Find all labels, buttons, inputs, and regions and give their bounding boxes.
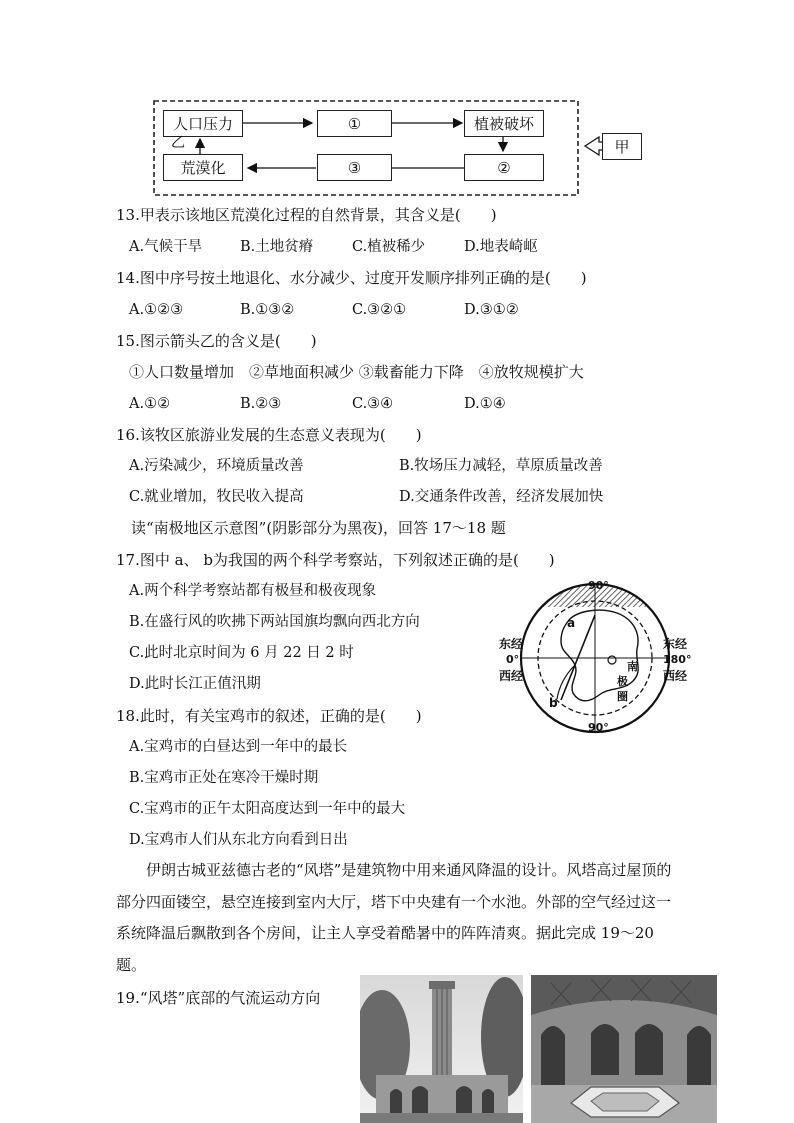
box-step-two: ②	[464, 154, 544, 181]
photo-wind-tower-interior	[531, 975, 717, 1123]
intro-17-18: 读“南极地区示意图”(阴影部分为黑夜)，回答 17～18 题	[131, 519, 506, 537]
q18-option-d: D.宝鸡市人们从东北方向看到日出	[129, 832, 348, 848]
q17-option-d: D.此时长江正值汛期	[129, 676, 261, 692]
map-label-left-zero: 0°	[506, 653, 520, 666]
q14-option-a: A.①②③	[129, 302, 184, 318]
q16-option-c: C.就业增加，牧民收入提高	[129, 489, 304, 505]
q14-option-b: B.①③②	[240, 302, 295, 318]
q19-stem: 19.“风塔”底部的气流运动方向	[116, 989, 321, 1007]
q16-option-b: B.牧场压力减轻，草原质量改善	[399, 458, 603, 474]
map-label-left-east: 东经	[499, 637, 524, 651]
box-population-pressure: 人口压力	[163, 110, 243, 137]
q15-option-d: D.①④	[464, 396, 506, 412]
q17-option-b: B.在盛行风的吹拂下两站国旗均飘向西北方向	[129, 614, 420, 630]
photo-wind-tower-exterior	[360, 975, 523, 1123]
passage-wind-tower: 伊朗古城亚兹德古老的“风塔”是建筑物中用来通风降温的设计。风塔高过屋顶的部分四面镂空，悬空连接到室内大厅，塔下中央建有一个水池。外部的空气经过这一系统降温后飘散到各个房间，让主人享受着酷暑中的阵阵清爽。据此完成 19～20 题。	[116, 861, 672, 974]
q15-option-b: B.②③	[240, 396, 282, 412]
q13-option-b: B.土地贫瘠	[240, 239, 314, 255]
q13-stem: 13.甲表示该地区荒漠化过程的自然背景，其含义是( )	[116, 206, 497, 224]
wind-tower-interior-image	[531, 975, 717, 1123]
q16-stem: 16.该牧区旅游业发展的生态意义表现为( )	[116, 426, 422, 444]
q14-option-c: C.③②①	[352, 302, 407, 318]
q18-stem: 18.此时，有关宝鸡市的叙述，正确的是( )	[116, 707, 422, 725]
map-label-right-west: 西经	[663, 669, 688, 683]
q13-option-a: A.气候干旱	[129, 239, 203, 255]
map-label-left-west: 西经	[499, 669, 524, 683]
map-point-b: b	[549, 696, 558, 710]
map-pole-1: 南	[627, 660, 638, 673]
box-step-three: ③	[317, 154, 392, 181]
q15-option-a: A.①②	[129, 396, 171, 412]
q15-option-c: C.③④	[352, 396, 394, 412]
q18-option-c: C.宝鸡市的正午太阳高度达到一年中的最大	[129, 801, 406, 817]
map-label-bottom: 90°	[588, 721, 609, 734]
box-step-one: ①	[317, 110, 392, 137]
map-pole-2: 极	[617, 675, 628, 688]
wind-tower-exterior-image	[360, 975, 523, 1123]
box-vegetation-destruction: 植被破坏	[464, 110, 544, 137]
map-label-right-east: 东经	[663, 637, 688, 651]
map-pole-3: 圈	[617, 690, 628, 703]
q17-option-c: C.此时北京时间为 6 月 22 日 2 时	[129, 645, 354, 661]
q15-stem: 15.图示箭头乙的含义是( )	[116, 332, 317, 350]
pole-mark	[608, 656, 616, 664]
box-jia: 甲	[602, 133, 642, 160]
map-label-top: 90°	[588, 579, 609, 592]
box-desertification: 荒漠化	[163, 154, 243, 181]
q13-option-d: D.地表崎岖	[464, 239, 538, 255]
q14-option-d: D.③①②	[464, 302, 519, 318]
q15-items: ①人口数量增加 ②草地面积减少 ③载畜能力下降 ④放牧规模扩大	[129, 363, 584, 381]
map-label-right-180: 180°	[663, 653, 692, 666]
q18-option-b: B.宝鸡市正处在寒冷干燥时期	[129, 770, 319, 786]
q16-option-a: A.污染减少，环境质量改善	[129, 458, 304, 474]
q14-stem: 14.图中序号按土地退化、水分减少、过度开发顺序排列正确的是( )	[116, 269, 587, 287]
q17-option-a: A.两个科学考察站都有极昼和极夜现象	[129, 583, 377, 599]
map-point-a: a	[567, 616, 576, 630]
q13-option-c: C.植被稀少	[352, 239, 426, 255]
label-yi: 乙	[171, 135, 185, 151]
q17-stem: 17.图中 a、 b为我国的两个科学考察站，下列叙述正确的是( )	[116, 551, 555, 569]
q18-option-a: A.宝鸡市的白昼达到一年中的最长	[129, 739, 348, 755]
q16-option-d: D.交通条件改善，经济发展加快	[399, 489, 604, 505]
